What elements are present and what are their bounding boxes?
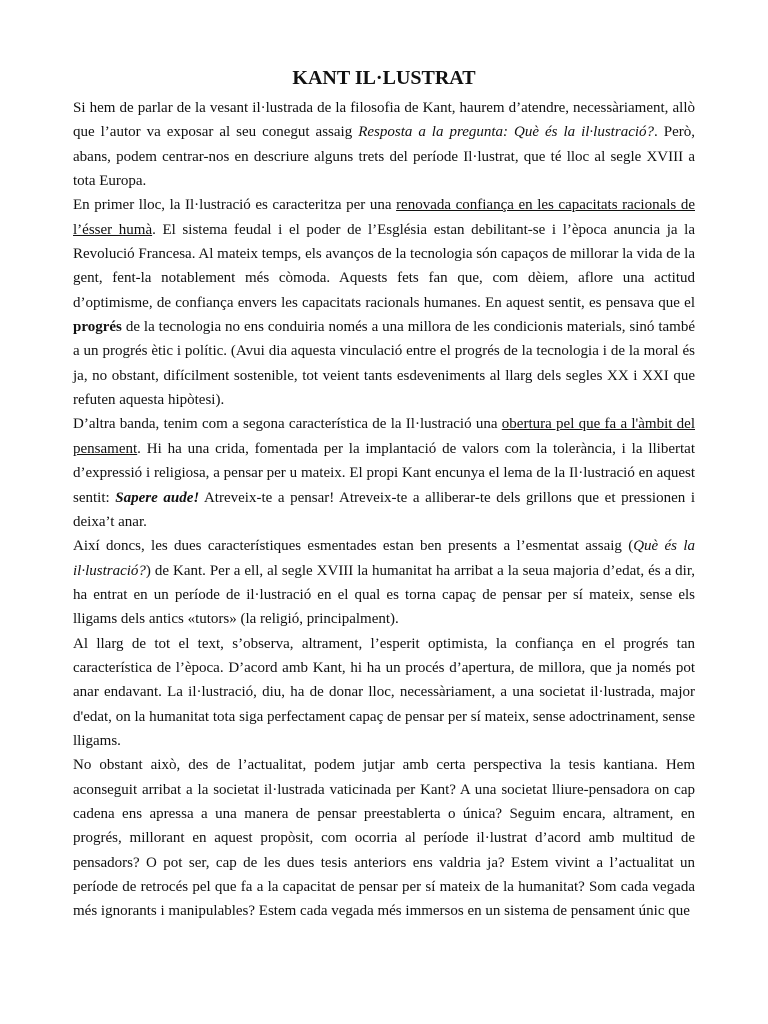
essay-short-title-italic: Què és la il·lustració? [73,538,695,579]
paragraph-2-text-c: de la tecnologia no ens conduiria només a una millora de les condicionis materials, sinó també a un progrés ètic i polític. (Avui dia aquesta vinculació entre el progrés de la tecnologia i de la moral és ja, no obstant, difícilment sostenible, tot veient tants esdeveniments al llarg dels segles XX i XXI que refuten aquesta hipòtesi). [73,319,695,409]
paragraph-2-text-a: En primer lloc, la Il·lustració es caracteritza per una [73,197,397,214]
bold-word-progres: progrés [73,319,122,336]
paragraph-1 [73,96,695,193]
motto-sapere-aude: Sapere aude! [115,489,200,506]
paragraph-2-text-b: . El sistema feudal i el poder de l’Església estan debilitant-se i l’època anuncia ja la Revolució Francesa. Al mateix temps, els avanços de la tecnologia són capaços de millorar la vida de la gent, fent-la notablement més còmoda. Aquests fets fan que, com dèiem, aflore una actitud d’optimisme, de confiança envers les capacitats racionals humanes. En aquest sentit, es pensava que el [73,221,696,311]
paragraph-6: No obstant això, des de l’actualitat, podem jutjar amb certa perspectiva la tesis kantiana. Hem aconseguit arribat a la societat il·lustrada vaticinada per Kant? A una societat lliure-pensadora on cap cadena ens apressa a una manera de pensar preestablerta o única? Seguim encara, altrament, en progrés, millorant en aquest propòsit, com ocorria al període il·lustrat d’acord amb multitud de pensadors? O pot ser, cap de les dues tesis anteriors ens valdria ja? Estem vivint a l’actualitat un període de retrocés pel que fa a la capacitat de pensar per sí mateix de la humanitat? Som cada vegada més ignorants i manipulables? Estem cada vegada més immersos en un sistema de pensament únic que [73,757,695,920]
paragraph-4-text-b: ) de Kant. Per a ell, al segle XVIII la humanitat ha arribat a la seua majoria d’edat, és a dir, ha entrat en un període de il·lustració en el qual es torna capaç de pensar per sí mateix, sense els lligams dels antics «tutors» (la religió, principalment). [73,562,695,628]
paragraph-5: Al llarg de tot el text, s’observa, altrament, l’esperit optimista, la confiança en el progrés tan característica de l’època. D’acord amb Kant, hi ha un procés d’apertura, de millora, que ja només pot anar endavant. La il·lustració, diu, ha de donar lloc, necessàriament, a una societat il·lustrada, major d'edat, on la humanitat tota siga perfectament capaç de pensar per sí mateix, sense adoctrinament, sense lligams. [73,635,695,749]
paragraph-3-text-c: Atreveix-te a pensar! Atreveix-te a alliberar-te dels grillons que et pressionen i deixa’t anar. [73,489,696,530]
paragraph-3-text-a: D’altra banda, tenim com a segona característica de la Il·lustració una [73,416,502,433]
paragraph-1-text-a: Si hem de parlar de la vesant il·lustrada de la filosofia de Kant, haurem d’atendre, necessàriament, allò que l’autor va exposar al seu conegut assaig [73,100,695,141]
underlined-phrase-rational-confidence: renovada confiança en les capacitats racionals de l’ésser humà [73,197,695,238]
paragraph-4 [73,534,695,631]
paragraph-1-text-b: . Però, abans, podem centrar-nos en descriure alguns trets del període Il·lustrat, que té lloc al segle XVIII a tota Europa. [73,124,695,190]
paragraph-3 [73,412,695,534]
paragraph-2 [73,193,695,412]
document-title: KANT IL·LUSTRAT [292,67,476,89]
underlined-phrase-openness: obertura pel que fa a l'àmbit del pensament [73,416,696,457]
paragraph-4-text-a: Així doncs, les dues característiques esmentades estan ben presents a l’esmentat assaig ( [73,538,634,555]
essay-title-italic: Resposta a la pregunta: Què és la il·lustració? [358,124,655,141]
paragraph-3-text-b: . Hi ha una crida, fomentada per la implantació de valors com la tolerància, i la llibertat d’expressió i religiosa, a pensar per u mateix. El propi Kant encunya el lema de la Il·lustració en aquest sentit: [73,440,695,506]
